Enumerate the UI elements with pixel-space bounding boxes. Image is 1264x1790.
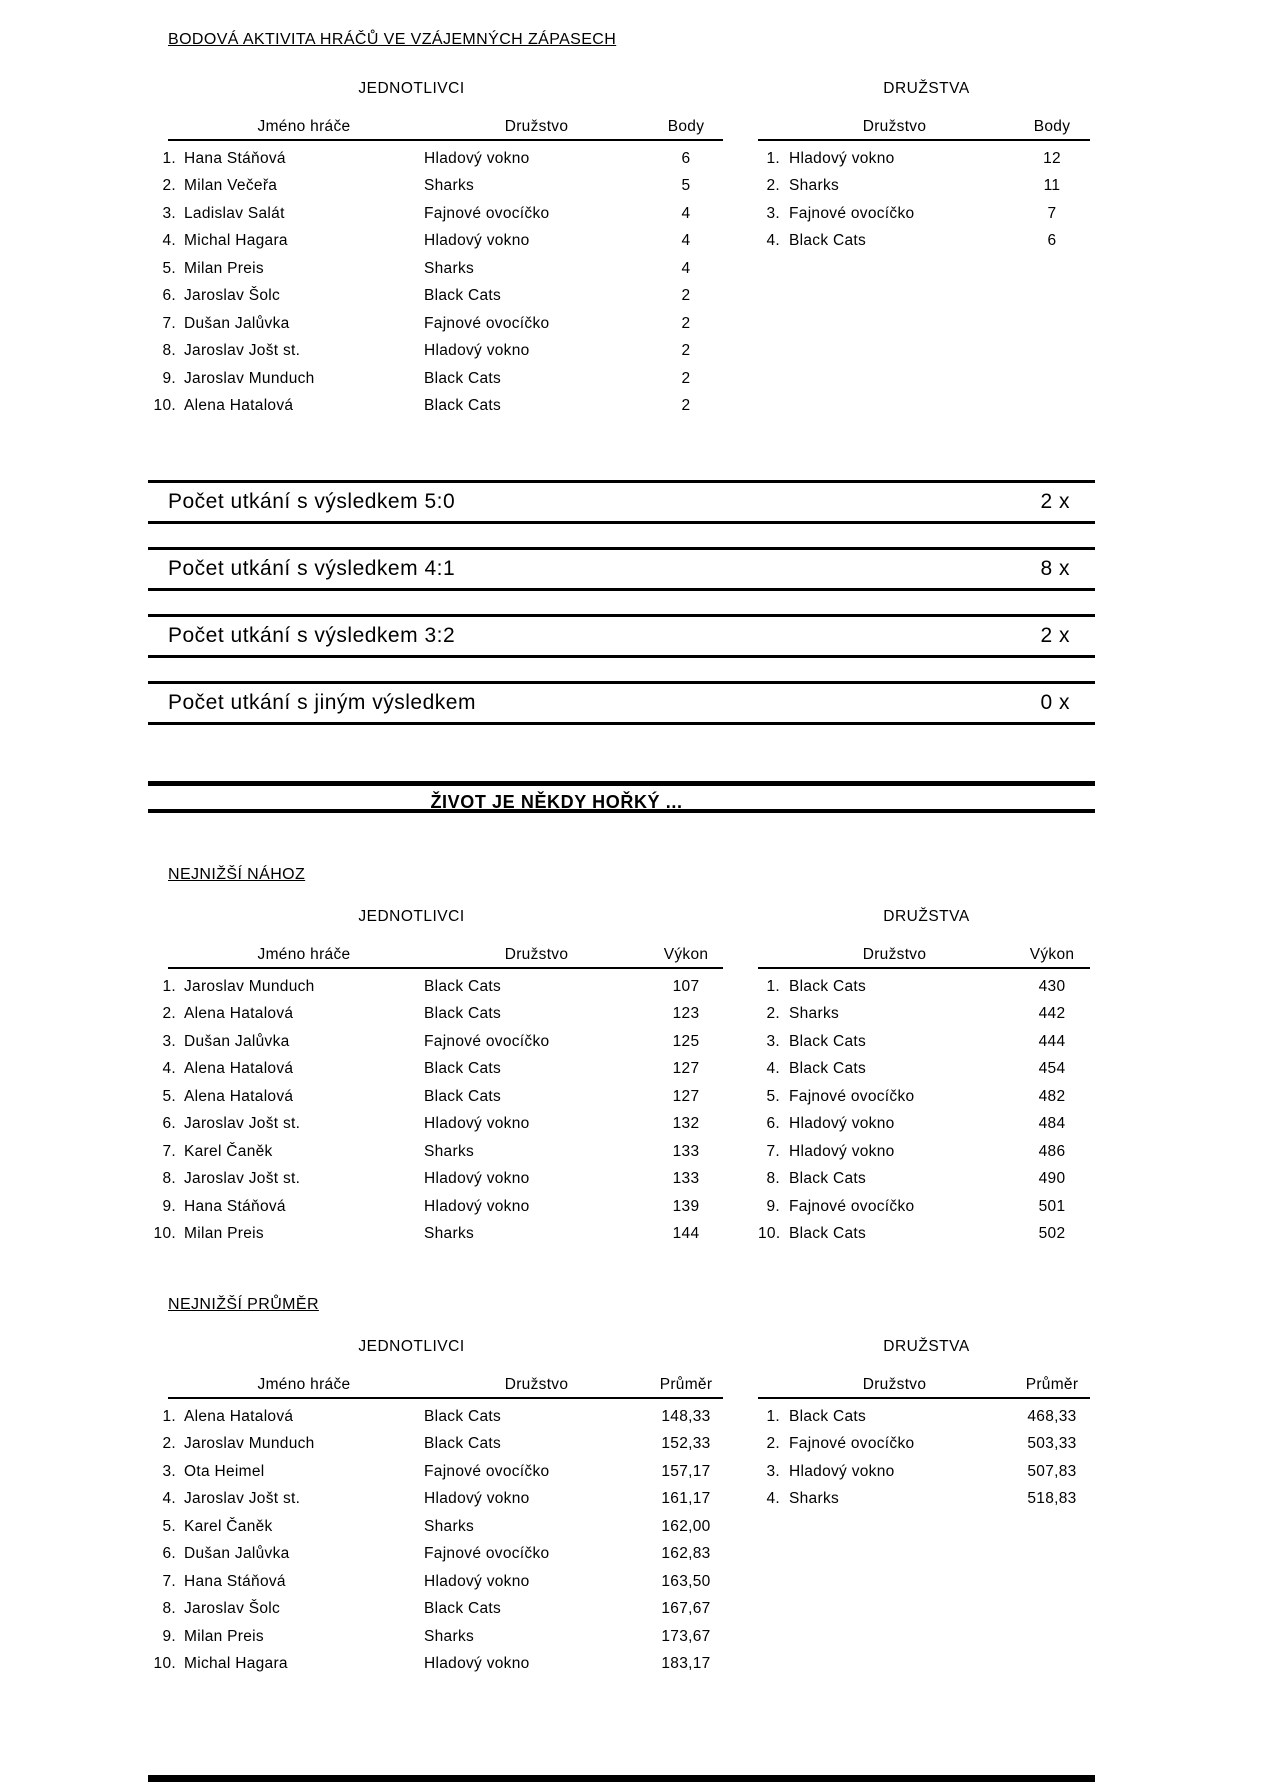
team-cell: Black Cats <box>424 397 502 415</box>
rank-cell: 10. <box>758 1225 781 1243</box>
team-cell: Hladový vokno <box>789 1462 895 1480</box>
section-point-activity <box>148 80 1095 420</box>
col-header-team: Družstvo <box>862 118 927 135</box>
value-cell: 501 <box>1038 1197 1066 1215</box>
table-row <box>148 1056 723 1084</box>
result-band <box>148 681 1095 725</box>
value-cell: 442 <box>1038 1005 1066 1023</box>
individuals-table <box>148 1376 723 1678</box>
table-row <box>148 1138 723 1166</box>
table-row <box>148 1028 723 1056</box>
value-cell: 162,00 <box>661 1517 711 1535</box>
table-row <box>148 1001 723 1029</box>
col-header-name: Jméno hráče <box>257 946 351 963</box>
team-cell: Black Cats <box>424 1435 502 1453</box>
name-cell: Hana Stáňová <box>184 149 286 167</box>
table-row <box>148 1221 723 1249</box>
team-cell: Hladový vokno <box>424 1572 530 1590</box>
col-header-team: Družstvo <box>504 118 569 135</box>
col-header-rank <box>758 1376 780 1394</box>
table-row <box>148 338 723 366</box>
team-cell: Black Cats <box>789 1407 867 1425</box>
team-cell: Hladový vokno <box>424 1655 530 1673</box>
team-cell: Black Cats <box>789 1225 867 1243</box>
name-cell: Jaroslav Munduch <box>184 977 315 995</box>
team-cell: Sharks <box>424 1225 475 1243</box>
team-cell: Hladový vokno <box>424 149 530 167</box>
team-cell: Sharks <box>789 177 840 195</box>
col-header-team: Družstvo <box>862 1376 927 1393</box>
bottom-rule <box>148 1775 1095 1782</box>
rank-cell: 1. <box>162 1407 176 1425</box>
individuals-table-header <box>148 946 723 967</box>
value-cell: 502 <box>1038 1225 1066 1243</box>
value-cell: 7 <box>1047 204 1057 222</box>
rank-cell: 1. <box>766 977 780 995</box>
team-cell: Fajnové ovocíčko <box>424 1545 550 1563</box>
value-cell: 162,83 <box>661 1545 711 1563</box>
teams-table-body <box>758 969 1095 1248</box>
rank-cell: 4. <box>766 1490 780 1508</box>
table-row <box>148 228 723 256</box>
team-cell: Black Cats <box>424 1005 502 1023</box>
table-pair <box>148 946 1095 1248</box>
value-cell: 125 <box>672 1032 700 1050</box>
value-cell: 2 <box>681 369 691 387</box>
value-cell: 4 <box>681 232 691 250</box>
col-header-name: Jméno hráče <box>257 1376 351 1393</box>
rank-cell: 5. <box>162 1087 176 1105</box>
rank-cell: 10. <box>153 1225 176 1243</box>
table-pair <box>148 118 1095 420</box>
rank-cell: 8. <box>766 1170 780 1188</box>
rank-cell: 2. <box>766 1005 780 1023</box>
teams-table-header <box>758 1376 1095 1397</box>
table-row <box>758 1001 1095 1029</box>
band-value: 2 x <box>1040 490 1070 513</box>
team-cell: Sharks <box>424 1142 475 1160</box>
rank-cell: 4. <box>162 1060 176 1078</box>
rank-cell: 3. <box>766 204 780 222</box>
col-header-value: Průměr <box>659 1376 713 1393</box>
rank-cell: 9. <box>162 1627 176 1645</box>
table-row <box>758 1111 1095 1139</box>
rank-cell: 4. <box>766 1060 780 1078</box>
table-row <box>148 1568 723 1596</box>
individuals-title: JEDNOTLIVCI <box>358 80 465 97</box>
teams-table <box>758 1376 1095 1678</box>
team-cell: Black Cats <box>424 1087 502 1105</box>
teams-table-body <box>758 141 1095 255</box>
team-cell: Hladový vokno <box>424 232 530 250</box>
band-label: Počet utkání s výsledkem 3:2 <box>168 624 456 647</box>
name-cell: Milan Večeřa <box>184 177 278 195</box>
col-header-team: Družstvo <box>504 1376 569 1393</box>
name-cell: Dušan Jalůvka <box>184 1032 290 1050</box>
value-cell: 507,83 <box>1027 1462 1077 1480</box>
name-cell: Jaroslav Munduch <box>184 1435 315 1453</box>
value-cell: 486 <box>1038 1142 1066 1160</box>
value-cell: 4 <box>681 259 691 277</box>
table-row <box>758 1166 1095 1194</box>
team-cell: Sharks <box>789 1490 840 1508</box>
team-cell: Fajnové ovocíčko <box>789 1087 915 1105</box>
col-header-rank <box>758 946 780 964</box>
value-cell: 133 <box>672 1170 700 1188</box>
value-cell: 2 <box>681 397 691 415</box>
name-cell: Alena Hatalová <box>184 397 294 415</box>
value-cell: 173,67 <box>661 1627 711 1645</box>
team-cell: Hladový vokno <box>424 1490 530 1508</box>
name-cell: Alena Hatalová <box>184 1407 294 1425</box>
table-row <box>758 1056 1095 1084</box>
individuals-title: JEDNOTLIVCI <box>358 908 465 925</box>
value-cell: 484 <box>1038 1115 1066 1133</box>
teams-title: DRUŽSTVA <box>883 908 970 925</box>
value-cell: 482 <box>1038 1087 1066 1105</box>
value-cell: 503,33 <box>1027 1435 1077 1453</box>
table-row <box>148 1651 723 1679</box>
table-row <box>148 1193 723 1221</box>
col-header-rank <box>148 118 176 136</box>
rank-cell: 1. <box>766 1407 780 1425</box>
value-cell: 2 <box>681 342 691 360</box>
name-cell: Dušan Jalůvka <box>184 1545 290 1563</box>
table-row <box>148 255 723 283</box>
col-header-value: Výkon <box>1029 946 1075 963</box>
rank-cell: 8. <box>162 1170 176 1188</box>
table-row <box>758 173 1095 201</box>
value-cell: 518,83 <box>1027 1490 1077 1508</box>
rank-cell: 5. <box>766 1087 780 1105</box>
table-row <box>148 1083 723 1111</box>
rank-cell: 6. <box>766 1115 780 1133</box>
teams-table-header <box>758 946 1095 967</box>
team-cell: Fajnové ovocíčko <box>424 1462 550 1480</box>
team-cell: Black Cats <box>424 287 502 305</box>
band-label: Počet utkání s výsledkem 5:0 <box>168 490 456 513</box>
team-cell: Hladový vokno <box>424 342 530 360</box>
value-cell: 144 <box>672 1225 700 1243</box>
teams-table-body <box>758 1399 1095 1513</box>
value-cell: 12 <box>1043 149 1061 167</box>
name-cell: Ota Heimel <box>184 1462 265 1480</box>
section-lowest-game <box>148 866 1095 1248</box>
table-row <box>758 145 1095 173</box>
table-row <box>148 973 723 1001</box>
band-label: Počet utkání s jiným výsledkem <box>168 691 476 714</box>
table-titles-row <box>148 908 1095 926</box>
value-cell: 133 <box>672 1142 700 1160</box>
name-cell: Milan Preis <box>184 1225 264 1243</box>
value-cell: 127 <box>672 1087 700 1105</box>
value-cell: 139 <box>672 1197 700 1215</box>
team-cell: Black Cats <box>789 1032 867 1050</box>
teams-title: DRUŽSTVA <box>883 1338 970 1355</box>
team-cell: Hladový vokno <box>789 1115 895 1133</box>
value-cell: 167,67 <box>661 1600 711 1618</box>
rank-cell: 3. <box>766 1462 780 1480</box>
teams-table <box>758 118 1095 420</box>
team-cell: Black Cats <box>424 977 502 995</box>
name-cell: Milan Preis <box>184 1627 264 1645</box>
result-band <box>148 614 1095 658</box>
rank-cell: 9. <box>162 369 176 387</box>
value-cell: 2 <box>681 314 691 332</box>
team-cell: Hladový vokno <box>424 1197 530 1215</box>
table-row <box>148 1596 723 1624</box>
rank-cell: 3. <box>766 1032 780 1050</box>
rank-cell: 9. <box>162 1197 176 1215</box>
table-titles-row <box>148 80 1095 98</box>
name-cell: Jaroslav Munduch <box>184 369 315 387</box>
value-cell: 123 <box>672 1005 700 1023</box>
section-heading: NEJNIŽŠÍ PRŮMĚR <box>168 1296 319 1313</box>
team-cell: Fajnové ovocíčko <box>789 1197 915 1215</box>
team-cell: Black Cats <box>789 1060 867 1078</box>
table-row <box>758 1431 1095 1459</box>
rank-cell: 4. <box>162 1490 176 1508</box>
name-cell: Jaroslav Jošt st. <box>184 1490 301 1508</box>
name-cell: Alena Hatalová <box>184 1060 294 1078</box>
col-header-rank <box>758 118 780 136</box>
value-cell: 454 <box>1038 1060 1066 1078</box>
value-cell: 2 <box>681 287 691 305</box>
table-row <box>758 1138 1095 1166</box>
team-cell: Black Cats <box>424 1600 502 1618</box>
name-cell: Michal Hagara <box>184 232 288 250</box>
value-cell: 161,17 <box>661 1490 711 1508</box>
table-row <box>758 1193 1095 1221</box>
name-cell: Michal Hagara <box>184 1655 288 1673</box>
team-cell: Hladový vokno <box>424 1115 530 1133</box>
team-cell: Sharks <box>424 1627 475 1645</box>
table-row <box>148 1513 723 1541</box>
col-header-name: Jméno hráče <box>257 118 351 135</box>
name-cell: Jaroslav Šolc <box>184 287 281 305</box>
rank-cell: 2. <box>162 177 176 195</box>
table-row <box>758 973 1095 1001</box>
individuals-table-body <box>148 141 723 420</box>
table-row <box>758 1028 1095 1056</box>
team-cell: Fajnové ovocíčko <box>424 204 550 222</box>
team-cell: Sharks <box>789 1005 840 1023</box>
table-row <box>758 1403 1095 1431</box>
band-value: 8 x <box>1040 557 1070 580</box>
table-row <box>148 1486 723 1514</box>
result-band <box>148 547 1095 591</box>
value-cell: 6 <box>1047 232 1057 250</box>
rank-cell: 7. <box>162 1572 176 1590</box>
result-bands <box>148 480 1095 748</box>
table-row <box>758 1486 1095 1514</box>
table-row <box>148 310 723 338</box>
rank-cell: 1. <box>162 149 176 167</box>
rank-cell: 3. <box>162 1032 176 1050</box>
value-cell: 107 <box>672 977 700 995</box>
document-title: BODOVÁ AKTIVITA HRÁČŮ VE VZÁJEMNÝCH ZÁPASECH <box>168 31 617 48</box>
individuals-table-body <box>148 969 723 1248</box>
value-cell: 444 <box>1038 1032 1066 1050</box>
rank-cell: 2. <box>766 177 780 195</box>
col-header-value: Průměr <box>1025 1376 1079 1393</box>
rank-cell: 10. <box>153 397 176 415</box>
section-heading: NEJNIŽŠÍ NÁHOZ <box>168 866 306 883</box>
value-cell: 163,50 <box>661 1572 711 1590</box>
rank-cell: 4. <box>766 232 780 250</box>
table-titles-row <box>148 1338 1095 1356</box>
individuals-table-header <box>148 118 723 139</box>
rank-cell: 6. <box>162 1545 176 1563</box>
table-row <box>148 173 723 201</box>
name-cell: Hana Stáňová <box>184 1572 286 1590</box>
table-row <box>148 1431 723 1459</box>
team-cell: Fajnové ovocíčko <box>424 314 550 332</box>
name-cell: Dušan Jalůvka <box>184 314 290 332</box>
team-cell: Black Cats <box>789 1170 867 1188</box>
individuals-title: JEDNOTLIVCI <box>358 1338 465 1355</box>
rank-cell: 8. <box>162 1600 176 1618</box>
value-cell: 4 <box>681 204 691 222</box>
individuals-table-body <box>148 1399 723 1678</box>
table-row <box>148 1458 723 1486</box>
value-cell: 468,33 <box>1027 1407 1077 1425</box>
rank-cell: 10. <box>153 1655 176 1673</box>
rank-cell: 3. <box>162 204 176 222</box>
table-row <box>148 200 723 228</box>
value-cell: 430 <box>1038 977 1066 995</box>
rank-cell: 1. <box>162 977 176 995</box>
value-cell: 132 <box>672 1115 700 1133</box>
name-cell: Ladislav Salát <box>184 204 285 222</box>
table-pair <box>148 1376 1095 1678</box>
name-cell: Jaroslav Jošt st. <box>184 342 301 360</box>
rank-cell: 2. <box>162 1435 176 1453</box>
table-row <box>148 1166 723 1194</box>
rank-cell: 3. <box>162 1462 176 1480</box>
value-cell: 5 <box>681 177 691 195</box>
value-cell: 6 <box>681 149 691 167</box>
col-header-team: Družstvo <box>862 946 927 963</box>
individuals-table-header <box>148 1376 723 1397</box>
rank-cell: 6. <box>162 1115 176 1133</box>
teams-table <box>758 946 1095 1248</box>
table-row <box>758 1221 1095 1249</box>
team-cell: Black Cats <box>424 1060 502 1078</box>
result-band <box>148 480 1095 524</box>
rank-cell: 8. <box>162 342 176 360</box>
name-cell: Alena Hatalová <box>184 1005 294 1023</box>
teams-title: DRUŽSTVA <box>883 80 970 97</box>
value-cell: 157,17 <box>661 1462 711 1480</box>
table-row <box>148 393 723 421</box>
table-row <box>148 145 723 173</box>
team-cell: Sharks <box>424 177 475 195</box>
table-row <box>148 365 723 393</box>
individuals-table <box>148 118 723 420</box>
rank-cell: 7. <box>162 314 176 332</box>
divider-title: ŽIVOT JE NĚKDY HOŘKÝ ... <box>430 792 683 812</box>
table-row <box>758 200 1095 228</box>
team-cell: Fajnové ovocíčko <box>424 1032 550 1050</box>
team-cell: Black Cats <box>424 369 502 387</box>
rank-cell: 2. <box>162 1005 176 1023</box>
value-cell: 11 <box>1043 177 1061 195</box>
name-cell: Jaroslav Jošt st. <box>184 1115 301 1133</box>
col-header-value: Body <box>1033 118 1071 135</box>
divider-band <box>148 781 1095 813</box>
value-cell: 127 <box>672 1060 700 1078</box>
team-cell: Hladový vokno <box>789 1142 895 1160</box>
table-row <box>758 1458 1095 1486</box>
team-cell: Fajnové ovocíčko <box>789 1435 915 1453</box>
team-cell: Hladový vokno <box>789 149 895 167</box>
rank-cell: 4. <box>162 232 176 250</box>
rank-cell: 1. <box>766 149 780 167</box>
table-row <box>148 1403 723 1431</box>
col-header-value: Výkon <box>663 946 709 963</box>
name-cell: Milan Preis <box>184 259 264 277</box>
value-cell: 183,17 <box>661 1655 711 1673</box>
col-header-team: Družstvo <box>504 946 569 963</box>
name-cell: Jaroslav Šolc <box>184 1600 281 1618</box>
rank-cell: 5. <box>162 259 176 277</box>
teams-table-header <box>758 118 1095 139</box>
col-header-rank <box>148 946 176 964</box>
value-cell: 490 <box>1038 1170 1066 1188</box>
band-label: Počet utkání s výsledkem 4:1 <box>168 557 456 580</box>
value-cell: 152,33 <box>661 1435 711 1453</box>
rank-cell: 7. <box>766 1142 780 1160</box>
team-cell: Fajnové ovocíčko <box>789 204 915 222</box>
table-row <box>148 1111 723 1139</box>
rank-cell: 7. <box>162 1142 176 1160</box>
team-cell: Sharks <box>424 1517 475 1535</box>
name-cell: Karel Čaněk <box>184 1517 273 1535</box>
band-value: 0 x <box>1040 691 1070 714</box>
rank-cell: 6. <box>162 287 176 305</box>
name-cell: Karel Čaněk <box>184 1142 273 1160</box>
individuals-table <box>148 946 723 1248</box>
table-row <box>148 283 723 311</box>
value-cell: 148,33 <box>661 1407 711 1425</box>
col-header-value: Body <box>667 118 705 135</box>
team-cell: Hladový vokno <box>424 1170 530 1188</box>
table-row <box>148 1541 723 1569</box>
team-cell: Black Cats <box>789 977 867 995</box>
table-row <box>758 1083 1095 1111</box>
team-cell: Black Cats <box>424 1407 502 1425</box>
name-cell: Alena Hatalová <box>184 1087 294 1105</box>
table-row <box>758 228 1095 256</box>
name-cell: Jaroslav Jošt st. <box>184 1170 301 1188</box>
name-cell: Hana Stáňová <box>184 1197 286 1215</box>
band-value: 2 x <box>1040 624 1070 647</box>
section-lowest-average <box>148 1296 1095 1678</box>
rank-cell: 2. <box>766 1435 780 1453</box>
col-header-rank <box>148 1376 176 1394</box>
rank-cell: 9. <box>766 1197 780 1215</box>
team-cell: Black Cats <box>789 232 867 250</box>
team-cell: Sharks <box>424 259 475 277</box>
table-row <box>148 1623 723 1651</box>
rank-cell: 5. <box>162 1517 176 1535</box>
